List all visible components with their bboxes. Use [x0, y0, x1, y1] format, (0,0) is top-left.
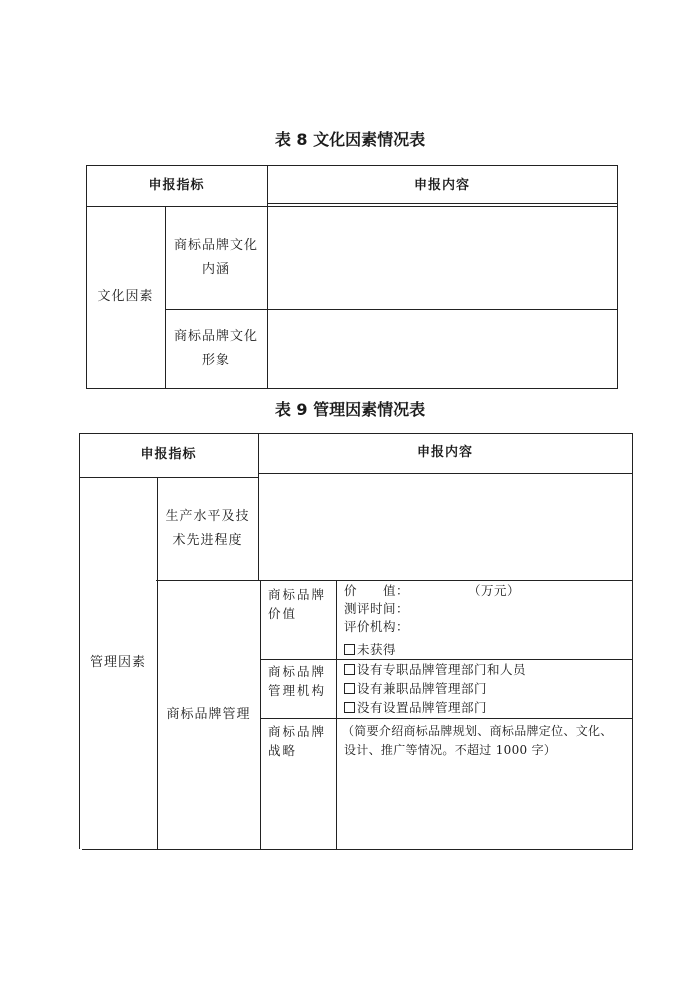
- table9-category: 管理因素: [89, 655, 146, 670]
- table9-header-indicator: 申报指标: [140, 447, 197, 462]
- brand-value-field-label: 价 值：: [344, 583, 410, 598]
- checkbox-parttime-department[interactable]: 设有兼职品牌管理部门: [344, 679, 487, 698]
- checkbox-icon: [344, 644, 355, 655]
- table8-header-indicator: 申报指标: [148, 177, 205, 193]
- table9-production-label: 生产水平及技 术先进程度: [165, 508, 250, 548]
- table8-header-content: 申报内容: [413, 177, 470, 193]
- brand-strategy-note-line2: 设计、推广等情况。不超过 1000 字）: [344, 743, 557, 757]
- brand-org-label: 商标品牌 管理机构: [268, 664, 327, 698]
- checkbox-icon: [344, 664, 355, 675]
- brand-org-content: [336, 659, 632, 718]
- brand-value-unit: （万元）: [468, 583, 521, 598]
- table9-title: 表 9 管理因素情况表: [274, 400, 426, 419]
- checkbox-dedicated-department[interactable]: 设有专职品牌管理部门和人员: [344, 660, 526, 679]
- brand-value-label: 商标品牌 价值: [268, 587, 327, 621]
- checkbox-icon: [344, 702, 355, 713]
- table8-category: 文化因素: [97, 289, 154, 304]
- table9-header-content: 申报内容: [416, 445, 473, 460]
- brand-strategy-content[interactable]: [336, 718, 632, 849]
- brand-eval-time-label: 测评时间：: [344, 601, 410, 616]
- brand-value-content: [336, 580, 632, 659]
- table8-row-image-content[interactable]: [267, 309, 617, 388]
- table8-row-image-label: 商标品牌文化 形象: [173, 328, 258, 368]
- table9-brand-management-label: 商标品牌管理: [166, 706, 251, 722]
- brand-strategy-label: 商标品牌 战略: [268, 724, 327, 758]
- brand-eval-org-label: 评价机构：: [344, 619, 410, 634]
- checkbox-not-obtained[interactable]: 未获得: [344, 640, 396, 659]
- checkbox-no-department[interactable]: 没有设置品牌管理部门: [344, 698, 487, 717]
- table8-row-connotation-label: 商标品牌文化 内涵: [173, 237, 258, 277]
- brand-strategy-note-line1: （简要介绍商标品牌规划、商标品牌定位、文化、: [342, 724, 613, 738]
- table8-title: 表 8 文化因素情况表: [274, 130, 426, 149]
- table9-production-content[interactable]: [258, 473, 632, 580]
- checkbox-icon: [344, 683, 355, 694]
- table8-row-connotation-content[interactable]: [267, 206, 617, 309]
